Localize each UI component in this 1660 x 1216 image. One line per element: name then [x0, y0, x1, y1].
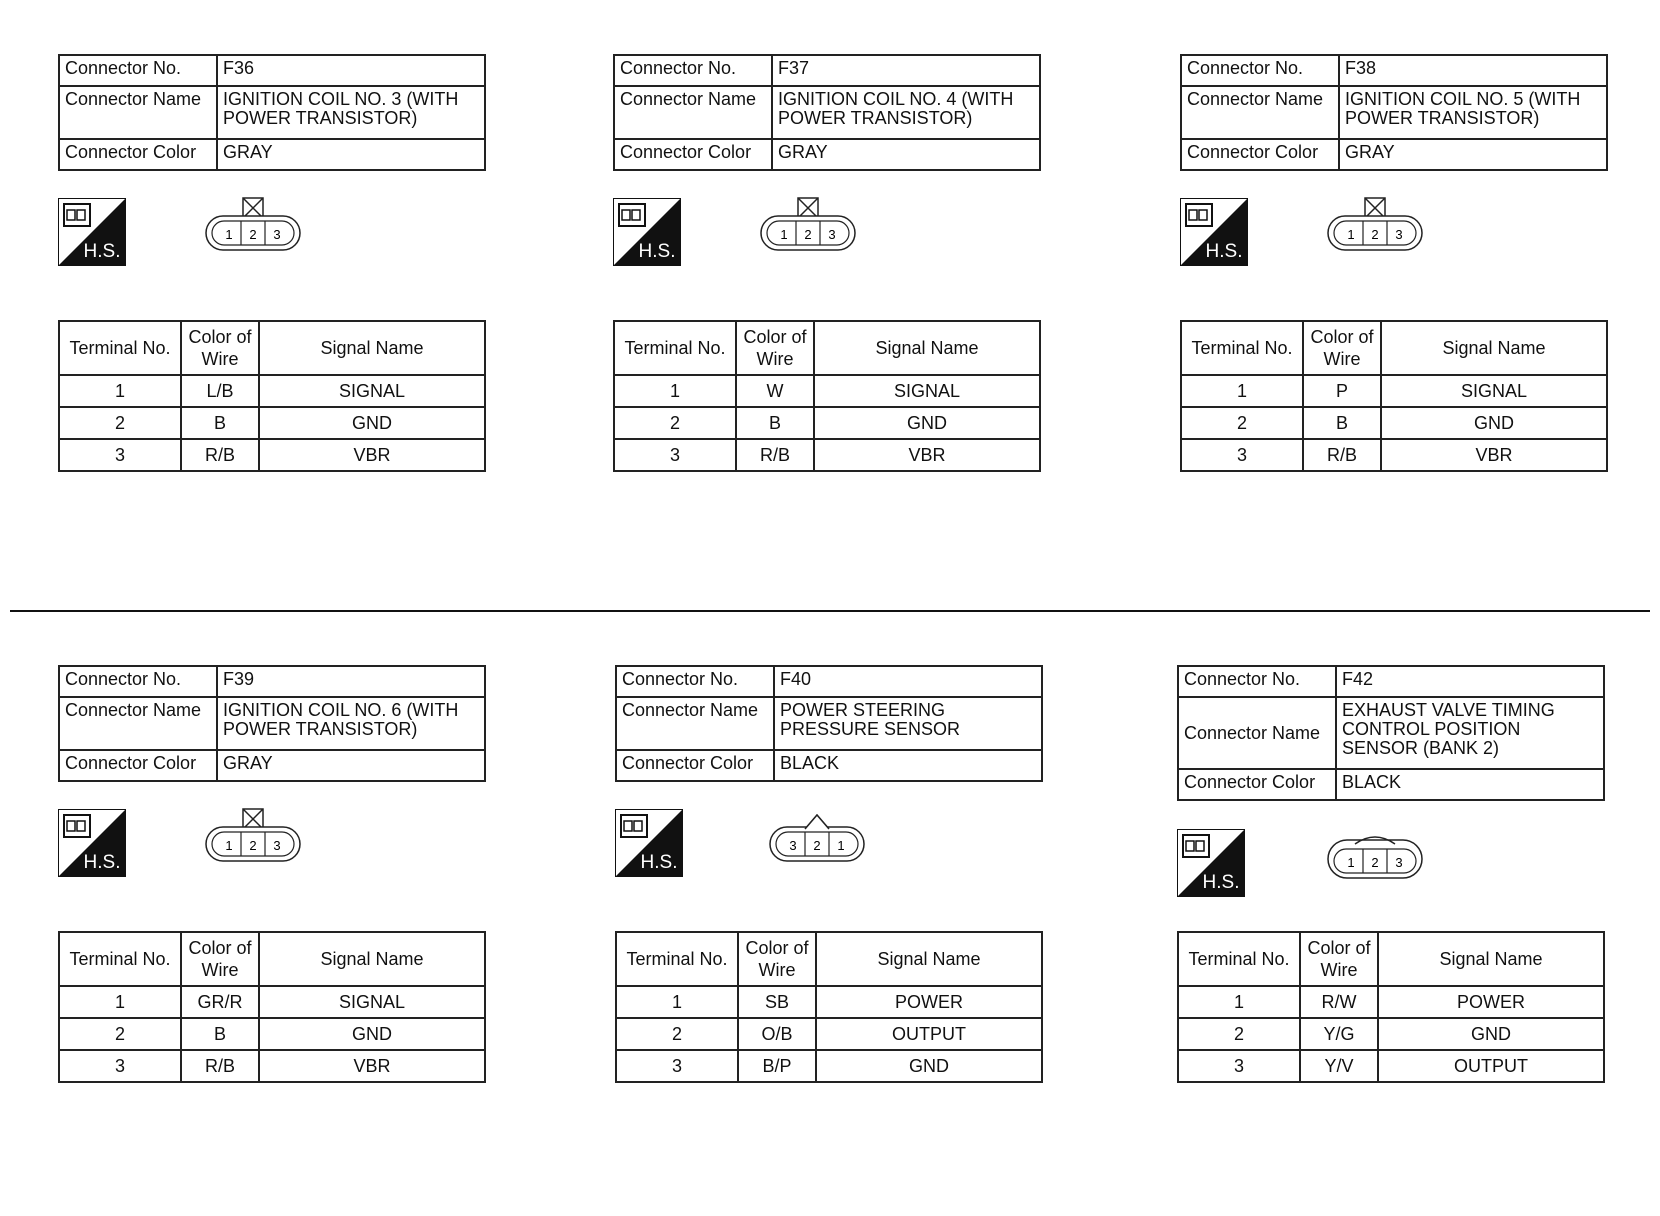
table-row — [59, 439, 485, 471]
signal-name-header: Signal Name — [814, 321, 1040, 375]
terminal-no: 3 — [1181, 439, 1303, 471]
table-row — [616, 1018, 1042, 1050]
table-row — [59, 1018, 485, 1050]
svg-text:3: 3 — [1395, 227, 1403, 242]
terminal-no: 1 — [1178, 986, 1300, 1018]
connector-color-label: Connector Color — [59, 750, 217, 781]
connector-no-label: Connector No. — [59, 55, 217, 86]
wire-color-header: Color of Wire — [1303, 321, 1381, 375]
connector-info-table — [1180, 54, 1608, 171]
connector-face-icon — [767, 805, 867, 865]
signal-name: VBR — [259, 439, 485, 471]
wire-color: B — [1303, 407, 1381, 439]
wire-color: O/B — [738, 1018, 816, 1050]
wire-color: B — [181, 407, 259, 439]
signal-name: POWER — [1378, 986, 1604, 1018]
connector-info-table — [613, 54, 1041, 171]
wire-color: R/W — [1300, 986, 1378, 1018]
svg-text:2: 2 — [804, 227, 812, 242]
connector-block-f38 — [1180, 54, 1610, 465]
connector-color-value: BLACK — [1336, 769, 1604, 800]
table-row — [616, 1050, 1042, 1082]
signal-name: OUTPUT — [816, 1018, 1042, 1050]
table-row — [59, 375, 485, 407]
signal-name: SIGNAL — [259, 375, 485, 407]
connector-info-table — [58, 54, 486, 171]
harness-side-icon — [58, 198, 126, 266]
wire-color: R/B — [1303, 439, 1381, 471]
connector-block-f39 — [58, 665, 488, 1076]
wire-color-header: Color of Wire — [736, 321, 814, 375]
svg-text:2: 2 — [813, 838, 821, 853]
connector-color-label: Connector Color — [616, 750, 774, 781]
signal-name-header: Signal Name — [259, 932, 485, 986]
terminal-no: 3 — [1178, 1050, 1300, 1082]
connector-color-value: BLACK — [774, 750, 1042, 781]
connector-name-label: Connector Name — [59, 86, 217, 139]
terminal-no: 1 — [616, 986, 738, 1018]
connector-info-table — [58, 665, 486, 782]
harness-side-icon — [1180, 198, 1248, 266]
svg-text:H.S.: H.S. — [1205, 241, 1243, 262]
connector-name-label: Connector Name — [616, 697, 774, 750]
terminal-table — [613, 320, 1041, 472]
connector-no-label: Connector No. — [59, 666, 217, 697]
svg-text:1: 1 — [225, 227, 233, 242]
harness-side-icon — [1177, 829, 1245, 897]
signal-name-header: Signal Name — [259, 321, 485, 375]
terminal-no: 2 — [1178, 1018, 1300, 1050]
terminal-no: 1 — [59, 375, 181, 407]
table-row — [1178, 1050, 1604, 1082]
table-row — [1181, 375, 1607, 407]
wire-color: B — [736, 407, 814, 439]
svg-text:2: 2 — [249, 838, 257, 853]
terminal-table — [58, 931, 486, 1083]
terminal-no: 1 — [1181, 375, 1303, 407]
terminal-no-header: Terminal No. — [616, 932, 738, 986]
connector-name-value: EXHAUST VALVE TIMING CONTROL POSITION SENSOR (BANK 2) — [1336, 697, 1604, 769]
connector-name-label: Connector Name — [1178, 697, 1336, 769]
connector-block-f37 — [613, 54, 1043, 465]
signal-name: GND — [814, 407, 1040, 439]
svg-text:H.S.: H.S. — [638, 241, 676, 262]
signal-name: VBR — [1381, 439, 1607, 471]
terminal-table — [1180, 320, 1608, 472]
connector-name-label: Connector Name — [614, 86, 772, 139]
connector-block-f36 — [58, 54, 488, 465]
svg-text:H.S.: H.S. — [640, 852, 678, 873]
signal-name-header: Signal Name — [1378, 932, 1604, 986]
terminal-no-header: Terminal No. — [59, 932, 181, 986]
table-row — [59, 407, 485, 439]
connector-color-label: Connector Color — [1181, 139, 1339, 170]
connector-info-table — [1177, 665, 1605, 801]
terminal-no: 3 — [59, 439, 181, 471]
table-row — [614, 439, 1040, 471]
table-row — [614, 407, 1040, 439]
connector-face-icon — [1325, 194, 1425, 254]
wire-color: B/P — [738, 1050, 816, 1082]
terminal-table — [615, 931, 1043, 1083]
svg-text:2: 2 — [1371, 227, 1379, 242]
terminal-no: 1 — [614, 375, 736, 407]
signal-name: POWER — [816, 986, 1042, 1018]
svg-text:H.S.: H.S. — [1202, 872, 1240, 893]
signal-name: OUTPUT — [1378, 1050, 1604, 1082]
signal-name: GND — [1378, 1018, 1604, 1050]
wire-color: R/B — [736, 439, 814, 471]
connector-info-table — [615, 665, 1043, 782]
wire-color: Y/G — [1300, 1018, 1378, 1050]
connector-name-label: Connector Name — [1181, 86, 1339, 139]
terminal-no: 2 — [59, 407, 181, 439]
svg-text:1: 1 — [225, 838, 233, 853]
wire-color: W — [736, 375, 814, 407]
section-divider — [10, 610, 1650, 612]
signal-name: GND — [259, 1018, 485, 1050]
connector-no-value: F37 — [772, 55, 1040, 86]
connector-name-value: IGNITION COIL NO. 5 (WITH POWER TRANSISTOR) — [1339, 86, 1607, 139]
wire-color: P — [1303, 375, 1381, 407]
terminal-no: 1 — [59, 986, 181, 1018]
harness-side-icon — [58, 809, 126, 877]
signal-name: GND — [1381, 407, 1607, 439]
harness-side-icon — [613, 198, 681, 266]
svg-text:2: 2 — [249, 227, 257, 242]
terminal-no: 3 — [616, 1050, 738, 1082]
connector-face-icon — [1325, 822, 1425, 882]
wire-color-header: Color of Wire — [1300, 932, 1378, 986]
signal-name: VBR — [814, 439, 1040, 471]
connector-color-value: GRAY — [217, 750, 485, 781]
wire-color: GR/R — [181, 986, 259, 1018]
wire-color: L/B — [181, 375, 259, 407]
connector-color-label: Connector Color — [59, 139, 217, 170]
connector-face-icon — [203, 805, 303, 865]
svg-text:1: 1 — [1347, 227, 1355, 242]
svg-text:1: 1 — [1347, 855, 1355, 870]
svg-text:2: 2 — [1371, 855, 1379, 870]
terminal-table — [1177, 931, 1605, 1083]
connector-color-label: Connector Color — [1178, 769, 1336, 800]
signal-name: SIGNAL — [1381, 375, 1607, 407]
terminal-no-header: Terminal No. — [1181, 321, 1303, 375]
connector-no-value: F38 — [1339, 55, 1607, 86]
connector-name-label: Connector Name — [59, 697, 217, 750]
table-row — [59, 986, 485, 1018]
svg-text:3: 3 — [273, 838, 281, 853]
connector-no-label: Connector No. — [616, 666, 774, 697]
connector-no-label: Connector No. — [1181, 55, 1339, 86]
table-row — [1181, 407, 1607, 439]
table-row — [59, 1050, 485, 1082]
wire-color: B — [181, 1018, 259, 1050]
signal-name: GND — [816, 1050, 1042, 1082]
table-row — [616, 986, 1042, 1018]
terminal-no: 2 — [614, 407, 736, 439]
connector-block-f40 — [615, 665, 1045, 1076]
svg-text:3: 3 — [789, 838, 797, 853]
terminal-no: 2 — [59, 1018, 181, 1050]
svg-text:H.S.: H.S. — [83, 241, 121, 262]
connector-color-value: GRAY — [772, 139, 1040, 170]
connector-color-label: Connector Color — [614, 139, 772, 170]
connector-name-value: POWER STEERING PRESSURE SENSOR — [774, 697, 1042, 750]
svg-text:1: 1 — [837, 838, 845, 853]
wire-color: SB — [738, 986, 816, 1018]
connector-block-f42 — [1177, 665, 1607, 1076]
wire-color-header: Color of Wire — [181, 321, 259, 375]
terminal-no-header: Terminal No. — [1178, 932, 1300, 986]
wire-color: R/B — [181, 439, 259, 471]
signal-name: GND — [259, 407, 485, 439]
harness-side-icon — [615, 809, 683, 877]
terminal-table — [58, 320, 486, 472]
svg-text:3: 3 — [273, 227, 281, 242]
wire-color-header: Color of Wire — [181, 932, 259, 986]
terminal-no: 2 — [1181, 407, 1303, 439]
table-row — [1178, 1018, 1604, 1050]
wire-color: R/B — [181, 1050, 259, 1082]
connector-no-label: Connector No. — [614, 55, 772, 86]
connector-no-value: F42 — [1336, 666, 1604, 697]
terminal-no-header: Terminal No. — [614, 321, 736, 375]
connector-no-label: Connector No. — [1178, 666, 1336, 697]
signal-name: SIGNAL — [259, 986, 485, 1018]
svg-text:3: 3 — [1395, 855, 1403, 870]
connector-color-value: GRAY — [1339, 139, 1607, 170]
connector-name-value: IGNITION COIL NO. 6 (WITH POWER TRANSISTOR) — [217, 697, 485, 750]
svg-text:H.S.: H.S. — [83, 852, 121, 873]
connector-no-value: F39 — [217, 666, 485, 697]
terminal-no: 3 — [614, 439, 736, 471]
table-row — [614, 375, 1040, 407]
terminal-no: 2 — [616, 1018, 738, 1050]
signal-name-header: Signal Name — [1381, 321, 1607, 375]
svg-text:1: 1 — [780, 227, 788, 242]
table-row — [1178, 986, 1604, 1018]
connector-no-value: F36 — [217, 55, 485, 86]
table-row — [1181, 439, 1607, 471]
terminal-no: 3 — [59, 1050, 181, 1082]
wire-color: Y/V — [1300, 1050, 1378, 1082]
connector-name-value: IGNITION COIL NO. 4 (WITH POWER TRANSISTOR) — [772, 86, 1040, 139]
connector-face-icon — [758, 194, 858, 254]
signal-name: VBR — [259, 1050, 485, 1082]
connector-no-value: F40 — [774, 666, 1042, 697]
connector-face-icon — [203, 194, 303, 254]
connector-color-value: GRAY — [217, 139, 485, 170]
signal-name-header: Signal Name — [816, 932, 1042, 986]
connector-name-value: IGNITION COIL NO. 3 (WITH POWER TRANSISTOR) — [217, 86, 485, 139]
svg-text:3: 3 — [828, 227, 836, 242]
wire-color-header: Color of Wire — [738, 932, 816, 986]
signal-name: SIGNAL — [814, 375, 1040, 407]
terminal-no-header: Terminal No. — [59, 321, 181, 375]
